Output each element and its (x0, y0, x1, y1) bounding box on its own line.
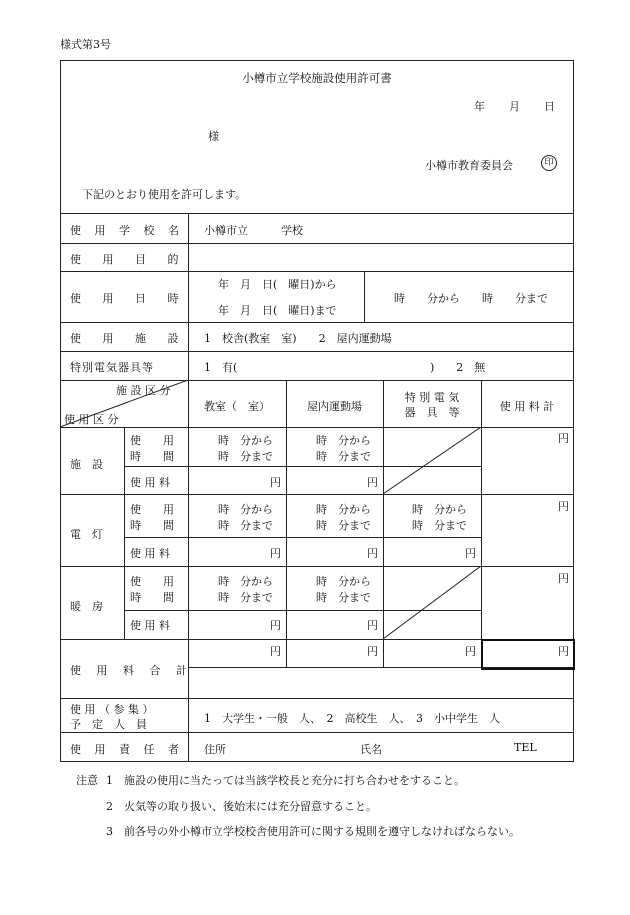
facility-value: 1 校舎(教室 室) 2 屋内運動場 (204, 332, 392, 345)
col-equipment-l1: 特 別 電 気 (404, 391, 460, 404)
date-day: 日 (544, 100, 555, 113)
responsible-name: 氏名 (360, 743, 382, 756)
yen-equipment-total: 円 (465, 645, 476, 658)
attendees-label-l1: 使 用 （ 参 集 ） (70, 703, 154, 716)
seal-stamp (541, 155, 557, 171)
gym-to: 時 分まで (316, 519, 371, 532)
use-time-l2: 時 間 (130, 519, 174, 532)
datetime-to: 年 月 日( 曜日)まで (218, 304, 337, 317)
gym-from: 時 分から (316, 434, 371, 447)
section-line (60, 494, 574, 495)
equipment-from: 時 分から (412, 503, 467, 516)
frame-top (60, 60, 574, 61)
col-line (188, 213, 189, 380)
classroom-to: 時 分まで (218, 591, 273, 604)
subrow-line (124, 537, 481, 538)
notes-prefix: 注意 (76, 774, 98, 787)
section-line (60, 566, 574, 567)
document-title: 小樽市立学校施設使用許可書 (242, 71, 392, 85)
school-name-label: 使 用 学 校 名 (70, 224, 184, 237)
classroom-to: 時 分まで (218, 450, 273, 463)
gym-to: 時 分まで (316, 591, 371, 604)
attendees-label-l2: 予 定 人 員 (70, 718, 147, 731)
col-line (188, 698, 189, 761)
row-line (60, 732, 574, 733)
use-time-l2: 時 間 (130, 591, 174, 604)
fee-label: 使 用 料 (130, 547, 170, 560)
fee-label: 使 用 料 (130, 619, 170, 632)
equipment-value-1: 1 有( (204, 361, 238, 374)
use-time-l1: 使 用 (130, 434, 174, 447)
classroom-from: 時 分から (218, 434, 273, 447)
facility-label: 使 用 施 設 (70, 332, 188, 345)
responsible-label: 使 用 責 任 者 (70, 743, 184, 756)
yen-grand-total: 円 (558, 645, 569, 658)
col-line (364, 271, 365, 322)
col-total: 使 用 料 計 (499, 400, 555, 413)
responsible-tel: TEL (514, 741, 537, 754)
yen-equipment: 円 (465, 547, 476, 560)
use-time-l1: 使 用 (130, 575, 174, 588)
purpose-label: 使 用 目 的 (70, 253, 188, 266)
datetime-label: 使 用 日 時 (70, 292, 188, 305)
yen-total: 円 (558, 572, 569, 585)
col-classroom: 教室（ 室） (204, 400, 270, 413)
frame-bottom (60, 761, 574, 762)
grand-total-label: 使 用 料 合 計 (70, 664, 193, 677)
yen-gym: 円 (367, 619, 378, 632)
addressee-suffix: 様 (208, 130, 219, 143)
use-time-l2: 時 間 (130, 450, 174, 463)
col-equipment-l2: 器 具 等 (404, 406, 460, 419)
use-time-l1: 使 用 (130, 503, 174, 516)
row-line (60, 271, 574, 272)
yen-classroom: 円 (270, 547, 281, 560)
classroom-from: 時 分から (218, 575, 273, 588)
yen-gym: 円 (367, 476, 378, 489)
yen-gym-total: 円 (367, 645, 378, 658)
equipment-na-diagonal (383, 427, 482, 495)
yen-total: 円 (558, 500, 569, 513)
responsible-address: 住所 (204, 743, 226, 756)
gym-to: 時 分まで (316, 450, 371, 463)
col-gym: 屋内運動場 (307, 400, 362, 413)
form-number: 様式第3号 (60, 38, 111, 51)
row-line (60, 698, 574, 699)
date-month: 月 (509, 100, 520, 113)
row-line (60, 213, 574, 214)
equipment-label: 特別電気器具等 (70, 361, 154, 374)
fee-label: 使 用 料 (130, 476, 170, 489)
header-facility-category: 施 設 区 分 (116, 384, 171, 397)
date-year: 年 (474, 100, 485, 113)
yen-classroom: 円 (270, 619, 281, 632)
col-line (124, 427, 125, 639)
issuer: 小樽市教育委員会 (425, 159, 513, 172)
note-item: 2 火気等の取り扱い、後始末には充分留意すること。 (106, 800, 377, 813)
datetime-from: 年 月 日( 曜日)から (218, 278, 337, 291)
equipment-to: 時 分まで (412, 519, 467, 532)
intro-text: 下記のとおり使用を許可します。 (82, 188, 247, 201)
equipment-value-2: ) 2 無 (430, 361, 486, 374)
header-usage-category: 使 用 区 分 (64, 413, 119, 426)
note-item: 3 前各号の外小樽市立学校校舎使用許可に関する規則を遵守しなければならない。 (106, 825, 520, 838)
section-label: 暖 房 (70, 600, 103, 613)
attendees-value: 1 大学生・一般 人、 2 高校生 人、 3 小中学生 人 (204, 712, 500, 725)
school-name-value: 小樽市立 学校 (204, 224, 303, 237)
gym-from: 時 分から (316, 575, 371, 588)
yen-total: 円 (558, 432, 569, 445)
row-line (60, 351, 574, 352)
yen-gym: 円 (367, 547, 378, 560)
gym-from: 時 分から (316, 503, 371, 516)
classroom-from: 時 分から (218, 503, 273, 516)
yen-classroom: 円 (270, 476, 281, 489)
seal-icon: 印 (541, 155, 557, 171)
row-line (60, 322, 574, 323)
classroom-to: 時 分まで (218, 519, 273, 532)
equipment-na-diagonal (383, 566, 482, 640)
section-label: 電 灯 (70, 528, 103, 541)
section-label: 施 設 (70, 458, 103, 471)
note-item: 1 施設の使用に当たっては当該学校長と充分に打ち合わせをすること。 (106, 774, 465, 787)
yen-classroom-total: 円 (270, 645, 281, 658)
time-range: 時 分から 時 分まで (394, 292, 548, 305)
row-line (60, 243, 574, 244)
